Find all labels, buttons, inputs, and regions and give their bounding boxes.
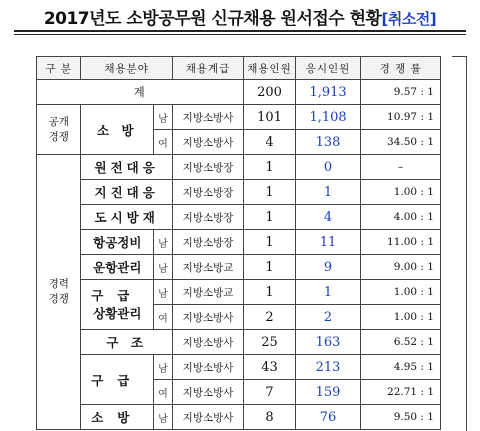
applicants-cell: 11 <box>295 230 361 255</box>
field-cell: 운항관리 <box>81 255 154 280</box>
table-row <box>37 405 441 430</box>
total-row <box>37 80 441 105</box>
table-row <box>37 255 441 280</box>
ratio-cell: 9.00 : 1 <box>361 255 441 280</box>
hires-cell: 1 <box>244 155 296 180</box>
grade-cell: 지방소방사 <box>172 130 243 155</box>
gender-cell: 남 <box>154 105 173 130</box>
grade-cell: 지방소방교 <box>172 255 243 280</box>
grade-cell: 지방소방장 <box>172 205 243 230</box>
hires-cell: 4 <box>244 130 296 155</box>
grade-cell: 지방소방사 <box>172 105 243 130</box>
hires-cell: 101 <box>244 105 296 130</box>
hires-cell: 8 <box>244 405 296 430</box>
applicants-cell: 213 <box>295 355 361 380</box>
applicants-cell: 0 <box>295 155 361 180</box>
applicants-cell: 9 <box>295 255 361 280</box>
category-open-line1: 공개 <box>48 115 69 128</box>
document-title <box>0 4 480 29</box>
category-open <box>37 105 81 155</box>
grade-cell: 지방소방사 <box>172 355 243 380</box>
applicants-cell: 163 <box>295 330 361 355</box>
grade-cell: 지방소방장 <box>172 230 243 255</box>
title-rule-thin <box>14 34 466 35</box>
category-career-line1: 경력 <box>48 278 69 290</box>
table-row <box>37 205 441 230</box>
grade-cell: 지방소방사 <box>172 330 243 355</box>
category-career-line2: 경쟁 <box>48 293 69 305</box>
table-row <box>37 355 441 380</box>
gender-cell: 남 <box>154 355 173 380</box>
ratio-cell: 22.71 : 1 <box>361 380 441 405</box>
ratio-cell: – <box>361 155 441 180</box>
grade-cell: 지방소방사 <box>172 380 243 405</box>
title-text: 2017년도 소방공무원 신규채용 원서접수 현황 <box>43 9 382 29</box>
header-hires: 채용인원 <box>244 57 296 80</box>
ratio-cell: 4.95 : 1 <box>361 355 441 380</box>
header-grade: 채용계급 <box>172 57 243 80</box>
applicants-cell: 76 <box>295 405 361 430</box>
gender-cell: 여 <box>154 130 173 155</box>
title-rule-thick <box>14 30 466 32</box>
ratio-cell: 1.00 : 1 <box>361 305 441 330</box>
table-row <box>37 180 441 205</box>
grade-cell: 지방소방사 <box>172 305 243 330</box>
hires-cell: 1 <box>244 280 296 305</box>
cancellation-tag: [취소전] <box>381 10 437 28</box>
total-applicants: 1,913 <box>295 80 361 105</box>
hires-cell: 43 <box>244 355 296 380</box>
header-field: 채용분야 <box>81 57 172 80</box>
field-cell: 지진대응 <box>81 180 172 205</box>
table-row <box>37 230 441 255</box>
grade-cell: 지방소방장 <box>172 180 243 205</box>
table-row <box>37 155 441 180</box>
total-label: 계 <box>37 80 244 105</box>
field-line1: 구급 <box>91 287 144 303</box>
header-applicants: 응시인원 <box>295 57 361 80</box>
hires-cell: 7 <box>244 380 296 405</box>
grade-cell: 지방소방장 <box>172 155 243 180</box>
table-row <box>37 330 441 355</box>
grade-cell: 지방소방사 <box>172 405 243 430</box>
gender-cell: 남 <box>154 255 173 280</box>
ratio-cell: 34.50 : 1 <box>361 130 441 155</box>
table-row <box>37 280 441 305</box>
table-row <box>37 105 441 130</box>
field-cell: 원전대응 <box>81 155 172 180</box>
ratio-cell: 6.52 : 1 <box>361 330 441 355</box>
table-outer-border <box>452 56 467 431</box>
hires-cell: 1 <box>244 205 296 230</box>
gender-cell: 남 <box>154 280 173 305</box>
applicants-cell: 159 <box>295 380 361 405</box>
hires-cell: 2 <box>244 305 296 330</box>
hires-cell: 1 <box>244 180 296 205</box>
applicants-cell: 2 <box>295 305 361 330</box>
header-ratio: 경 쟁 률 <box>361 57 441 80</box>
gender-cell: 여 <box>154 305 173 330</box>
applicants-cell: 1 <box>295 180 361 205</box>
ratio-cell: 9.50 : 1 <box>361 405 441 430</box>
application-table <box>36 56 441 430</box>
field-cell: 구 조 <box>81 330 172 355</box>
gender-cell: 여 <box>154 380 173 405</box>
ratio-cell: 1.00 : 1 <box>361 180 441 205</box>
field-cell: 구급 <box>81 355 154 405</box>
ratio-cell: 1.00 : 1 <box>361 280 441 305</box>
table-header-row <box>37 57 441 80</box>
applicants-cell: 4 <box>295 205 361 230</box>
grade-cell: 지방소방교 <box>172 280 243 305</box>
ratio-cell: 11.00 : 1 <box>361 230 441 255</box>
category-open-line2: 경쟁 <box>48 130 69 143</box>
field-line2: 상황관리 <box>93 305 142 321</box>
applicants-cell: 138 <box>295 130 361 155</box>
field-cell: 도시방재 <box>81 205 172 230</box>
hires-cell: 25 <box>244 330 296 355</box>
applicants-cell: 1,108 <box>295 105 361 130</box>
header-category: 구 분 <box>37 57 81 80</box>
field-cell: 소방 <box>81 405 154 430</box>
gender-cell: 남 <box>154 405 173 430</box>
hires-cell: 1 <box>244 230 296 255</box>
hires-cell: 1 <box>244 255 296 280</box>
field-cell: 항공정비 <box>81 230 154 255</box>
total-ratio: 9.57 : 1 <box>361 80 441 105</box>
applicants-cell: 1 <box>295 280 361 305</box>
total-hires: 200 <box>244 80 296 105</box>
ratio-cell: 10.97 : 1 <box>361 105 441 130</box>
field-cell <box>81 280 154 330</box>
field-cell: 소 방 <box>81 105 154 155</box>
category-career <box>37 155 81 430</box>
ratio-cell: 4.00 : 1 <box>361 205 441 230</box>
gender-cell: 남 <box>154 230 173 255</box>
